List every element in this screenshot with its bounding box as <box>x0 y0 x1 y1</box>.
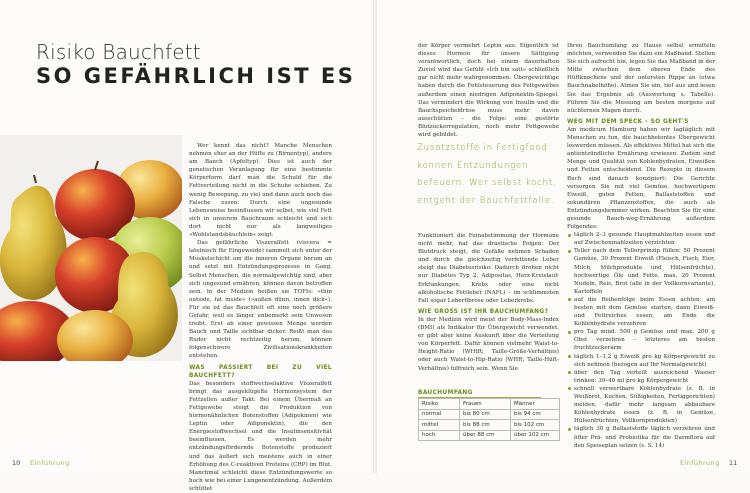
section-heading: WEG MIT DEM SPECK – SO GEHT'S <box>567 118 689 125</box>
section-heading: WAS PASSIERT BEI ZU VIEL BAUCHFETT? <box>189 364 332 379</box>
table-cell: mittel <box>419 420 460 431</box>
section-heading: WIE GROSS IST IHR BAUCHUMFANG? <box>418 308 549 315</box>
table-cell: bis 88 cm <box>460 420 511 431</box>
table-cell: Männer <box>511 399 560 410</box>
section-name-left: Einführung <box>30 459 70 467</box>
fruit-photo <box>0 135 182 361</box>
list-item: täglich 30 g Ballaststoffe täglich verzehren und öfter Prä- und Probiotika für die Darmflora auf den Speiseplan setzen (s. S. 14) <box>567 425 715 449</box>
table-cell: hoch <box>419 430 460 441</box>
right-text-column-1-bottom <box>418 232 559 373</box>
list-item: Teller nach dem Tellerprinzip füllen: 50 Prozent Gemüse, 30 Prozent Eiweiß (Fleisch, Fisch, Eier, Milch, Milchprodukte und Hülsenfrüchte), hochwertige Öle und Fette, max. 20 Prozent Nudeln, Reis, Brot (alle in der Vollkornvariante), Kartoffeln <box>567 247 715 296</box>
table-title: BAUCHUMFANG <box>418 390 473 396</box>
table-cell: Frauen <box>460 399 511 410</box>
paragraph: In der Medizin wird meist der Body-Mass-Index (BMI) als Indikator für Übergewicht verwendet, er gibt aber keine Auskunft über die Verteilung von Körperfett. Dafür können vielmehr Waist-to-Height-Ratio (WHtR; Taille-Größe-Verhältnis) oder auch Waist-to-Hip-Ratio (WHR; Taille-Hüft-Verhältnis) hilfreich sein. Wenn Sie <box>418 316 559 372</box>
left-text-column <box>189 142 332 493</box>
list-item: pro Tag mind. 500 g Gemüse und max. 200 g Obst verzehren – letzteres am besten fruchtzuckerarm <box>567 328 715 352</box>
list-item: auf die Reihenfolge beim Essen achten: am besten mit dem Gemüse starten, dann Eiweiß- und Fettreiches essen, am Ende die Kohlenhydrate verzehren <box>567 296 715 328</box>
list-item: über den Tag verteilt ausreichend Wasser trinken: 30–40 ml pro kg Körpergewicht <box>567 369 715 385</box>
paragraph: Wer kennt das nicht? Manche Menschen nehmen eher an der Hüfte zu (Birnentyp), andere am Bauch (Apfeltyp). Dies ist auch der genetischen Veranlagung für eine bestimmte Körperform darf man die Schuld für die Fettverteilung nicht in die Schuhe schieben. Zu wenig Bewegung, zu viel und dann auch noch das Falsche essen: Durch eine ungesunde Lebensweise beeinflussen wir selbst, wie viel Fett sich in unserem Bauchraum schleicht und sich dort nicht nur als langweiliges »Wohlstandsbäuchlein« zeigt. <box>189 143 332 239</box>
list-item: täglich 1–1,2 g Eiweiß pro kg Körpergewicht zu sich nehmen (bezogen auf Ihr Normalgewicht) <box>567 353 715 369</box>
page-title: Risiko Bauchfett <box>36 40 201 64</box>
paragraph: Das besonders stoffwechselaktive Viszeralfett bringt das ausgeklügelte Hormonsystem der Fettzellen außer Takt: Bei einem Übermaß an Fettgewebe steigt die Produktion von hormonähnlichen Botenstoffen (Adipokinen) wie Leptin oder Adiponektin), die den Energiestoffwechsel und die Insulinsensitivität beeinflussen. Es werden mehr entzündungsfördernde Botenstoffe produziert und das äußert sich meistens auch in einer Erhöhung des C-reaktiven Proteins (CRP) im Blut. Manchmal schleicht diese Entzündungswerte so hoch wie bei einer Lungenentzündung. Außerdem schüttet <box>189 380 332 492</box>
apples-pears-illustration <box>0 135 182 361</box>
list-item: schnell verwertbare Kohlenhydrate (z. B. in Weißbrot, Kuchen, Süßigkeiten, Fertiggerichten) meiden, dafür mehr langsam abbaubare Kohlenhydrate essen (z. B. in Gemüse, Hülsenfrüchten, Vollkornprodukten) <box>567 385 715 425</box>
table-cell: Risiko <box>419 399 460 410</box>
paragraph: Am medicum Hamburg haben wir tagtäglich mit Menschen zu tun, die bauchbetontes Übergewicht loswerden müssen. Als effektives Mittel hat sich die antientzündliche Ernährung erwiesen. Zudem sind Menge und Qualität von Kohlenhydraten, Eiweißen und Fetten entscheidend. Die Rezepte in diesem Buch sind danach konzipiert: Die Gerichte versorgen Sie mit viel Gemüse, hochwertigem Eiweiß, guten Fetten, Ballaststoffen und sekundären Pflanzenstoffen, die auch als Entzündungshemmer wirken. Beachten Sie für eine gesunde Bauch-weg-Ernährung außerdem Folgendes: <box>567 126 715 231</box>
book-gutter <box>373 0 377 473</box>
right-text-column-2 <box>567 42 715 450</box>
table-cell: bis 94 cm <box>511 409 560 420</box>
paragraph: Das gefährliche Viszeralfett (viscera = lateinisch für Eingeweide) sammelt sich unter der Muskelschicht um die inneren Organe herum an und setzt mit Entzündungsprozesse in Gang. Selbst Menschen, die normalgewichtig sind, aber sich ungesund ernähren, können davon betroffen sein. In der Medizin heißen sie TOFIs: »thin outside, fat inside« (»außen dünn, innen dick«). Für sie ist das Bauchfett oft eine noch größere Gefahr, weil es länger unbemerkt sein Unwesen treibt. Erst ab einer gewissen Menge werden Bauch und Taille sichtbar dicker. Reißt man das Ruder nicht rechtzeitig herum, können folgenschwere Zivilisationskrankheiten entstehen. <box>189 240 332 360</box>
table-cell: bis 80 cm <box>460 409 511 420</box>
table-cell: über 102 cm <box>511 430 560 441</box>
table-row <box>419 420 560 431</box>
table-row <box>419 430 560 441</box>
waist-table <box>418 398 560 441</box>
page-subtitle: SO GEFÄHRLICH IST ES <box>36 64 356 88</box>
table-row <box>419 399 560 410</box>
paragraph: Funktioniert die Feinabstimmung der Hormone nicht mehr, hat das drastische Folgen: Der Blutdruck steigt, die Gefäße nehmen Schaden und durch die gleichzeitig verfettende Leber steigt das Diabetesrisiko. Dadurch drohen nicht nur Diabetes Typ 2, Adipositas, Herz-Kreislauf-Erkrankungen, Krebs oder eine nicht alkoholische Fettleber (NAFL) – im schlimmsten Fall sogar Leberfibrose oder Leberkrebs. <box>418 233 559 304</box>
paragraph: der Körper vermehrt Leptin aus. Eigentlich ist dieses Hormon für unsere Sättigung verantwortlich, doch bei einem dauerhaften Zuviel wird das Gefühl »Ich bin satt« schließlich gar nicht mehr wahrgenommen. Übergewichtige haben durch die Fehlsteuerung des Fettgewebes außerdem einen niedrigen Adiponektin-Spiegel. Das vermindert die Wirkung von Insulin und die Bauchspeicheldrüse muss mehr davon ausschütten – die Folge: eine gestörte Blutzuckerregulation, noch mehr Fettgewebe wird gebildet. <box>418 43 559 139</box>
table-cell: über 88 cm <box>460 430 511 441</box>
table-cell: normal <box>419 409 460 420</box>
table-row <box>419 409 560 420</box>
page-number-right: 11 <box>729 459 738 467</box>
right-text-column-1-top <box>418 42 559 139</box>
table-cell: bis 102 cm <box>511 420 560 431</box>
list-item: täglich 2–3 gesunde Hauptmahlzeiten essen und auf Zwischenmahlzeiten verzichten <box>567 231 715 247</box>
section-name-right: Einführung <box>680 459 720 467</box>
page-number-left: 10 <box>12 459 21 467</box>
pull-quote: Zusatzstoffe in Fertigfood können Entzündungen befeuern. Wer selbst kocht, entgeht der Bauchfettfalle. <box>417 143 557 206</box>
paragraph: Ihren Bauchumfang zu Hause selbst ermitteln möchten, verwenden Sie dazu ein Maßband. Stellen Sie sich aufrecht hin, legen Sie das Maßband in der Mitte zwischen dem oberen Ende des Hüftknochens und der untersten Rippe an (etwa Bauchnabelhöhe). Atmen Sie ein, tief aus und lesen Sie das Ergebnis ab (Auswertung s. Tabelle). Führen Sie die Messung am besten morgens auf nüchternen Magen durch. <box>567 43 716 114</box>
